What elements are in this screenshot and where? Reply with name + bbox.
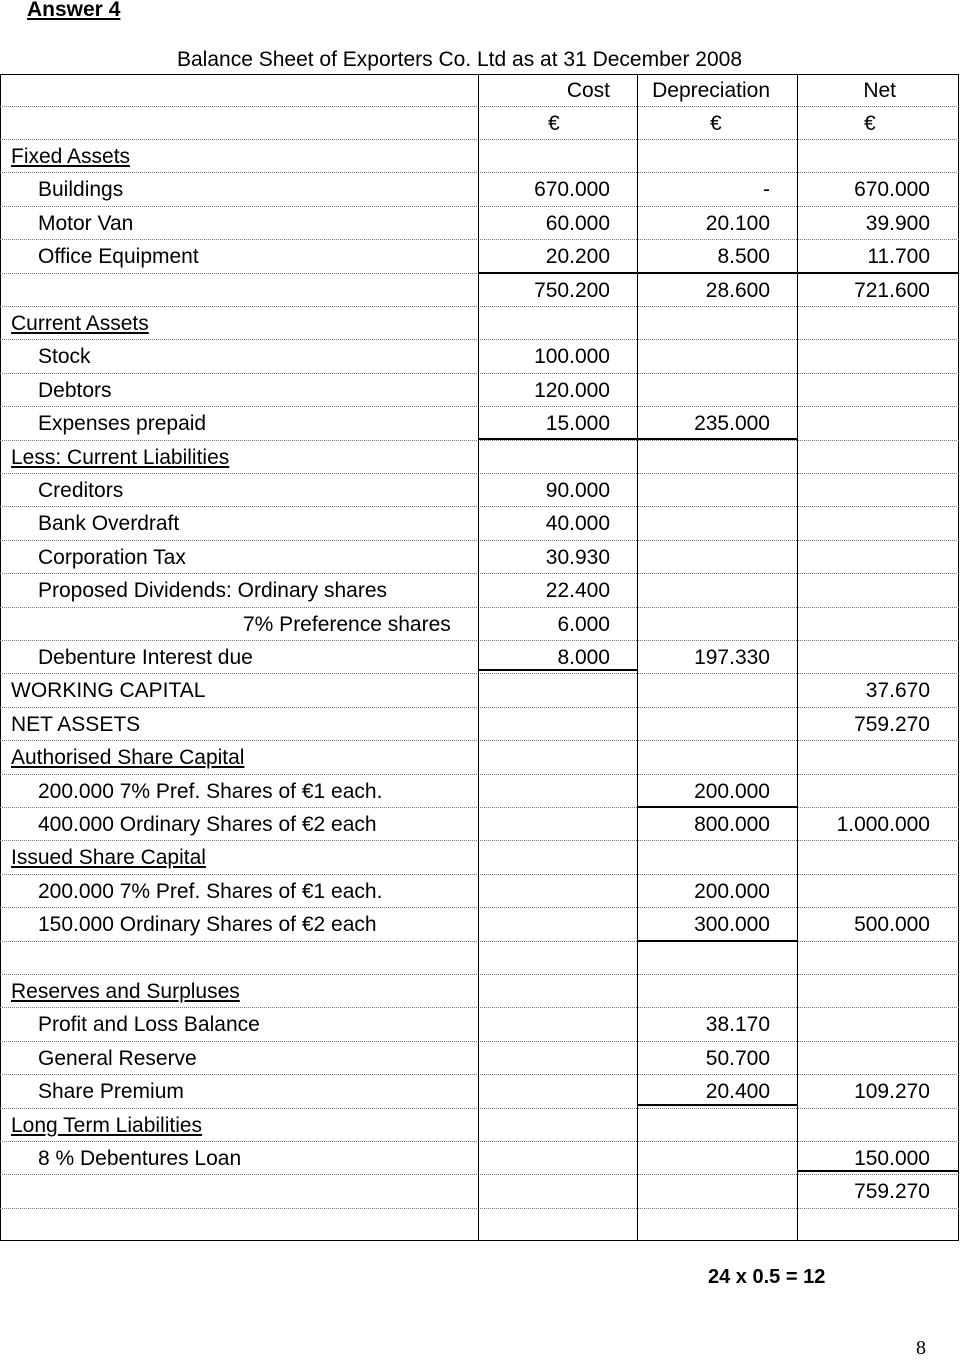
table-row xyxy=(0,875,960,908)
depreciation-cell: 200.000 xyxy=(694,779,770,803)
row-label: Corporation Tax xyxy=(38,545,186,569)
table-row xyxy=(0,808,960,841)
row-label: Proposed Dividends: Ordinary shares xyxy=(38,579,388,603)
net-cell: 11.700 xyxy=(867,245,930,269)
depreciation-cell: 235.000 xyxy=(694,412,770,436)
row-label: 200.000 7% Pref. Shares of €1 each. xyxy=(38,779,383,803)
table-row xyxy=(0,140,960,173)
page-number: 8 xyxy=(916,1337,926,1359)
net-cell: 37.670 xyxy=(865,679,930,703)
total-rule xyxy=(637,438,797,440)
total-rule xyxy=(637,1104,797,1106)
net-cell: 1.000.000 xyxy=(836,813,930,836)
row-label: Issued Share Capital xyxy=(11,846,206,870)
row-label: 150.000 Ordinary Shares of €2 each xyxy=(38,913,377,937)
row-label: Creditors xyxy=(38,479,124,502)
total-rule xyxy=(478,438,638,440)
marks-calculation: 24 x 0.5 = 12 xyxy=(708,1266,826,1288)
row-label: Office Equipment xyxy=(38,245,199,269)
depreciation-cell: 20.100 xyxy=(705,211,770,235)
row-label: Less: Current Liabilities xyxy=(11,445,230,469)
row-label: 8 % Debentures Loan xyxy=(38,1147,242,1170)
row-label: 400.000 Ordinary Shares of €2 each xyxy=(38,813,377,836)
depreciation-cell: 300.000 xyxy=(694,913,770,937)
row-label: NET ASSETS xyxy=(11,712,141,736)
answer-heading: Answer 4 xyxy=(27,0,121,21)
table-row xyxy=(0,507,960,540)
table-row xyxy=(0,441,960,474)
balance-sheet-title: Balance Sheet of Exporters Co. Ltd as at 31 December 2008 xyxy=(177,48,743,71)
column-divider xyxy=(478,74,479,1241)
depreciation-currency: € xyxy=(710,112,722,135)
net-header: Net xyxy=(863,79,896,102)
depreciation-cell: - xyxy=(763,178,770,202)
net-cell: 759.270 xyxy=(854,1180,930,1204)
depreciation-header: Depreciation xyxy=(652,79,770,102)
column-divider xyxy=(637,74,638,1241)
row-label: 7% Preference shares xyxy=(243,612,451,636)
table-row xyxy=(0,841,960,874)
currency-row xyxy=(0,107,960,140)
row-separator xyxy=(0,106,959,107)
total-rule xyxy=(797,1170,959,1172)
table-row xyxy=(0,274,960,307)
depreciation-cell: 50.700 xyxy=(705,1046,770,1070)
row-label: Debenture Interest due xyxy=(38,646,253,669)
net-currency: € xyxy=(864,112,876,135)
table-row xyxy=(0,708,960,741)
column-divider xyxy=(797,74,798,1241)
table-row xyxy=(0,741,960,774)
cost-cell: 750.200 xyxy=(534,278,610,302)
table-row xyxy=(0,407,960,440)
net-cell: 109.270 xyxy=(854,1080,930,1104)
cost-cell: 90.000 xyxy=(545,479,610,502)
table-row xyxy=(0,908,960,941)
cost-cell: 15.000 xyxy=(545,412,610,436)
table-row xyxy=(0,975,960,1008)
table-row xyxy=(0,1042,960,1075)
row-separator xyxy=(0,139,959,140)
cost-cell: 30.930 xyxy=(545,545,610,569)
row-label: Motor Van xyxy=(38,211,134,235)
row-label: 200.000 7% Pref. Shares of €1 each. xyxy=(38,879,383,903)
net-cell: 721.600 xyxy=(854,278,930,302)
table-row xyxy=(0,1008,960,1041)
total-rule xyxy=(637,806,797,808)
depreciation-cell: 20.400 xyxy=(705,1080,770,1104)
net-cell: 670.000 xyxy=(854,178,930,202)
depreciation-cell: 28.600 xyxy=(705,278,770,302)
depreciation-cell: 38.170 xyxy=(705,1013,770,1037)
row-label: Current Assets xyxy=(11,312,149,335)
cost-header: Cost xyxy=(566,79,610,102)
cost-currency: € xyxy=(548,112,560,135)
column-header-row xyxy=(0,74,960,107)
table-row xyxy=(0,240,960,273)
table-row xyxy=(0,474,960,507)
net-cell: 500.000 xyxy=(854,913,930,937)
row-label: Bank Overdraft xyxy=(38,512,180,536)
cost-cell: 6.000 xyxy=(557,612,610,636)
row-label: Authorised Share Capital xyxy=(11,746,245,770)
table-row xyxy=(0,608,960,641)
total-rule xyxy=(637,272,797,274)
row-label: Share Premium xyxy=(38,1080,184,1104)
table-row xyxy=(0,1175,960,1208)
row-label: Reserves and Surpluses xyxy=(11,980,240,1003)
cost-cell: 670.000 xyxy=(534,178,610,202)
net-cell: 759.270 xyxy=(854,712,930,736)
cost-cell: 20.200 xyxy=(545,245,610,269)
row-label: WORKING CAPITAL xyxy=(11,679,206,703)
depreciation-cell: 800.000 xyxy=(694,813,770,836)
table-row xyxy=(0,674,960,707)
cost-cell: 22.400 xyxy=(545,579,610,603)
net-cell: 39.900 xyxy=(865,211,930,235)
row-label: Long Term Liabilities xyxy=(11,1113,203,1137)
row-label: Fixed Assets xyxy=(11,145,131,168)
depreciation-cell: 8.500 xyxy=(717,245,770,269)
total-rule xyxy=(637,940,797,942)
row-label: Expenses prepaid xyxy=(38,412,207,436)
row-label: Buildings xyxy=(38,178,124,202)
cost-cell: 8.000 xyxy=(557,646,610,669)
depreciation-cell: 197.330 xyxy=(694,646,770,669)
row-label: General Reserve xyxy=(38,1046,197,1070)
row-label: Profit and Loss Balance xyxy=(38,1013,260,1037)
row-label: Stock xyxy=(38,345,91,369)
total-rule xyxy=(478,669,638,671)
depreciation-cell: 200.000 xyxy=(694,879,770,903)
table-row xyxy=(0,374,960,407)
table-row xyxy=(0,942,960,975)
table-row xyxy=(0,207,960,240)
table-row xyxy=(0,1075,960,1108)
row-separator xyxy=(0,1208,959,1209)
table-row xyxy=(0,307,960,340)
row-label: Debtors xyxy=(38,378,112,402)
table-row xyxy=(0,1109,960,1142)
cost-cell: 40.000 xyxy=(545,512,610,536)
cost-cell: 100.000 xyxy=(534,345,610,369)
table-row xyxy=(0,775,960,808)
table-row xyxy=(0,574,960,607)
net-cell: 150.000 xyxy=(854,1147,930,1170)
total-rule xyxy=(797,272,959,274)
table-row xyxy=(0,541,960,574)
table-row xyxy=(0,340,960,373)
cost-cell: 60.000 xyxy=(545,211,610,235)
cost-cell: 120.000 xyxy=(534,378,610,402)
table-row xyxy=(0,173,960,206)
